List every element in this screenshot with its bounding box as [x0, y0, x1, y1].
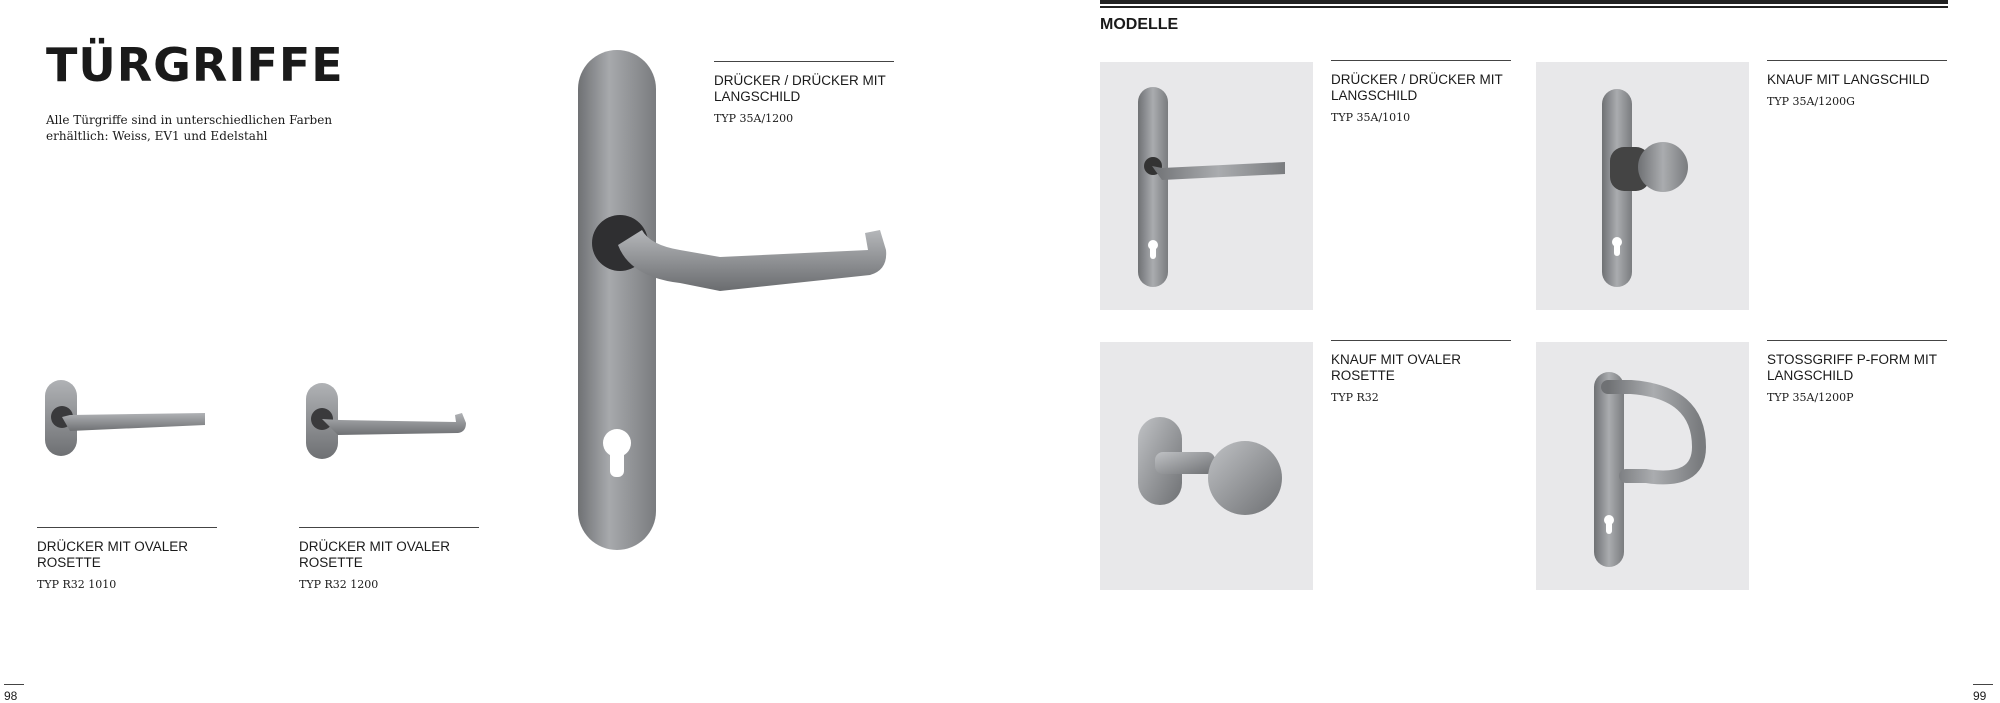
caption-rule — [37, 527, 217, 528]
caption-type: TYP 35A/1200G — [1767, 95, 1855, 108]
page-number-left — [4, 684, 24, 703]
caption-rule — [1331, 60, 1511, 61]
caption-model-35a-1200p — [1767, 340, 1947, 406]
caption-rule — [1767, 60, 1947, 61]
caption-name: KNAUF MIT LANGSCHILD — [1767, 72, 1930, 87]
caption-type: TYP R32 1200 — [299, 578, 379, 591]
caption-r32-1200 — [299, 527, 479, 593]
page-number-text: 98 — [4, 689, 18, 703]
caption-model-35a-1010 — [1331, 60, 1511, 126]
model-35a-1200g-panel — [1536, 62, 1749, 310]
caption-35a-1200 — [714, 61, 894, 127]
model-35a-1200p-panel — [1536, 342, 1749, 590]
page-number-rule — [1973, 684, 1993, 685]
caption-r32-1010 — [37, 527, 217, 593]
model-35a-1010-panel — [1100, 62, 1313, 310]
caption-type: TYP R32 — [1331, 391, 1379, 404]
caption-name: DRÜCKER / DRÜCKER MIT LANGSCHILD — [1331, 72, 1503, 103]
caption-rule — [714, 61, 894, 62]
caption-name: STOSSGRIFF P-FORM MIT LANGSCHILD — [1767, 352, 1937, 383]
caption-name: DRÜCKER MIT OVALER ROSETTE — [299, 539, 451, 570]
handle-r32-1200-image — [300, 375, 480, 465]
modelle-top-rule — [1100, 0, 1948, 10]
page-number-rule — [4, 684, 24, 685]
model-r32-panel — [1100, 342, 1313, 590]
caption-type: TYP R32 1010 — [37, 578, 117, 591]
caption-rule — [299, 527, 479, 528]
caption-model-35a-1200g — [1767, 60, 1947, 110]
caption-model-r32 — [1331, 340, 1511, 406]
modelle-heading: MODELLE — [1100, 16, 1179, 33]
page-number-right — [1973, 684, 1993, 703]
caption-type: TYP 35A/1200P — [1767, 391, 1854, 404]
page-title: TÜRGRIFFE — [46, 38, 344, 92]
caption-type: TYP 35A/1010 — [1331, 111, 1411, 124]
caption-rule — [1767, 340, 1947, 341]
handle-r32-1010-image — [40, 375, 220, 465]
caption-name: DRÜCKER MIT OVALER ROSETTE — [37, 539, 189, 570]
caption-type: TYP 35A/1200 — [714, 112, 794, 125]
intro-text: Alle Türgriffe sind in unterschiedlichen Farben erhältlich: Weiss, EV1 und Edelstahl — [46, 113, 333, 143]
page-number-text: 99 — [1973, 689, 1987, 703]
caption-name: KNAUF MIT OVALER ROSETTE — [1331, 352, 1462, 383]
caption-name: DRÜCKER / DRÜCKER MIT LANGSCHILD — [714, 73, 886, 104]
caption-rule — [1331, 340, 1511, 341]
